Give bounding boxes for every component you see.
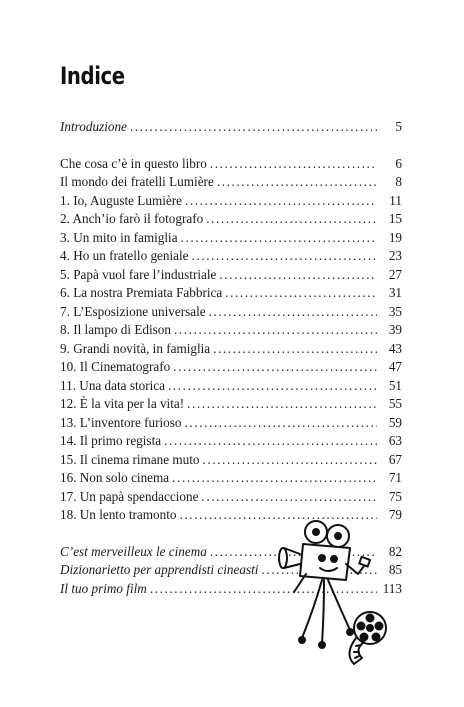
toc-entry-title: 4. Ho un fratello geniale — [60, 248, 189, 263]
toc-entry — [60, 340, 402, 359]
dot-leader — [164, 432, 377, 451]
toc-entry — [60, 321, 402, 340]
dot-leader — [219, 266, 377, 285]
toc-entry-page-number: 15 — [388, 211, 402, 226]
toc-entry-page-number: 23 — [388, 248, 402, 263]
toc-entry-title: 6. La nostra Premiata Fabbrica — [60, 285, 223, 300]
toc-entry — [60, 358, 402, 377]
toc-entry-title: 18. Un lento tramonto — [60, 507, 177, 522]
toc-entry-page-number: 35 — [388, 303, 402, 319]
toc-entry-title: C’est merveilleux le cinema — [60, 543, 207, 559]
toc-entry-page-number: 19 — [388, 229, 402, 245]
toc-entry — [60, 266, 402, 285]
dot-leader — [173, 358, 377, 377]
toc-entry-page-number: 11 — [389, 192, 402, 208]
toc-entry-page-number: 8 — [395, 174, 402, 189]
dot-leader — [185, 192, 377, 211]
toc-entry-title: 16. Non solo cinema — [60, 470, 170, 485]
dot-leader — [225, 284, 377, 303]
toc-entry-page-number: 6 — [395, 155, 402, 171]
dot-leader — [203, 451, 377, 470]
toc-entry-title: Introduzione — [60, 119, 127, 134]
toc-entry-page-number: 59 — [388, 414, 402, 430]
toc-entry — [60, 488, 402, 507]
toc-entry-page-number: 27 — [388, 266, 402, 282]
toc-entry — [60, 451, 402, 470]
toc-entry-page-number: 55 — [388, 396, 402, 411]
toc-entry-page-number: 63 — [388, 433, 402, 448]
toc-entry-page-number: 67 — [388, 451, 402, 467]
toc-entry-page-number: 82 — [388, 543, 402, 559]
dot-leader — [209, 303, 377, 322]
toc-entry — [60, 118, 402, 137]
toc-entry-title: Il tuo primo film — [60, 580, 147, 596]
dot-leader — [210, 155, 377, 174]
dot-leader — [213, 340, 377, 359]
toc-entry — [60, 469, 402, 488]
toc-entry — [60, 192, 402, 211]
dot-leader — [181, 229, 377, 248]
toc-entry — [60, 173, 402, 192]
toc-entry — [60, 414, 402, 433]
toc-entry — [60, 155, 402, 174]
toc-entry-page-number: 47 — [388, 359, 402, 374]
dot-leader — [184, 414, 377, 433]
toc-entry-page-number: 71 — [388, 470, 402, 485]
toc-entry-page-number: 51 — [388, 377, 402, 393]
dot-leader — [174, 321, 377, 340]
toc-entry-page-number: 113 — [382, 580, 402, 596]
dot-leader — [217, 173, 377, 192]
toc-entry-page-number: 39 — [388, 322, 402, 337]
toc-entry — [60, 395, 402, 414]
toc-entry — [60, 432, 402, 451]
toc-entry-page-number: 5 — [395, 119, 402, 134]
toc-entry-page-number: 85 — [388, 562, 402, 577]
toc-entry — [60, 303, 402, 322]
toc-entry-page-number: 31 — [388, 285, 402, 300]
dot-leader — [206, 210, 377, 229]
toc-entry — [60, 210, 402, 229]
toc-entry — [60, 377, 402, 396]
page-title: Indice — [60, 62, 125, 91]
toc-entry-title: 8. Il lampo di Edison — [60, 322, 171, 337]
toc-entry-title: 10. Il Cinematografo — [60, 359, 171, 374]
dot-leader — [172, 469, 377, 488]
toc-entry-title: 9. Grandi novità, in famiglia — [60, 340, 211, 356]
toc-entry-title: 2. Anch’io farò il fotografo — [60, 211, 204, 226]
toc-entry-title: 13. L’inventore furioso — [60, 414, 182, 430]
dot-leader — [130, 118, 377, 137]
toc-entry-page-number: 43 — [388, 340, 402, 356]
toc-entry-title: 15. Il cinema rimane muto — [60, 451, 200, 467]
dot-leader — [168, 377, 377, 396]
toc-entry — [60, 247, 402, 266]
dot-leader — [192, 247, 377, 266]
toc-entry-title: Dizionarietto per apprendisti cineasti — [60, 562, 259, 577]
toc-entry-page-number: 75 — [388, 488, 402, 504]
section-gap — [60, 137, 402, 155]
film-reel-icon — [349, 612, 386, 664]
toc-entry-title: 14. Il primo regista — [60, 433, 162, 448]
toc-entry-title: Che cosa c’è in questo libro — [60, 155, 207, 171]
toc-entry — [60, 284, 402, 303]
toc-entry-title: 5. Papà vuol fare l’industriale — [60, 266, 217, 282]
toc-entry-title: Il mondo dei fratelli Lumière — [60, 174, 214, 189]
toc-entry-title: 17. Un papà spendaccione — [60, 488, 199, 504]
toc-entry-page-number: 79 — [388, 507, 402, 522]
toc-entry-title: 1. Io, Auguste Lumière — [60, 192, 182, 208]
toc-entry-title: 11. Una data storica — [60, 377, 165, 393]
toc-entry-title: 3. Un mito in famiglia — [60, 229, 178, 245]
movie-camera-character-icon — [258, 518, 408, 668]
toc-entry — [60, 229, 402, 248]
dot-leader — [187, 395, 377, 414]
toc-entry-title: 7. L’Esposizione universale — [60, 303, 206, 319]
toc-entry-title: 12. È la vita per la vita! — [60, 396, 185, 411]
dot-leader — [201, 488, 377, 507]
